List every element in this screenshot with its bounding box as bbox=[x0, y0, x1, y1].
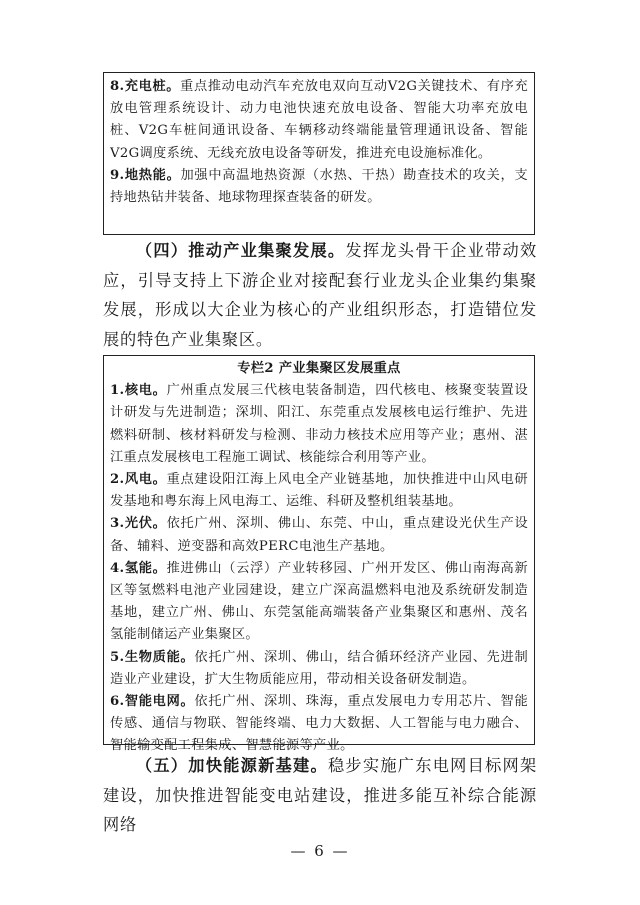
box-item-text: 重点建设阳江海上风电全产业链基地，加快推进中山风电研发基地和粤东海上风电海工、运维、科研及整机组装基地。 bbox=[110, 472, 528, 510]
paragraph-industry-cluster bbox=[103, 236, 537, 354]
box-item-wind bbox=[110, 469, 528, 513]
box-item-charging-pile bbox=[110, 76, 528, 165]
column-box-cluster-focus bbox=[103, 355, 535, 754]
box-item-title: 1.核电。 bbox=[110, 383, 167, 399]
column-box-charging-geothermal bbox=[103, 72, 535, 235]
box-item-title: 3.光伏。 bbox=[110, 516, 167, 532]
page-number: — 6 — bbox=[290, 842, 350, 860]
box-item-text: 重点推动电动汽车充放电双向互动V2G关键技术、有序充放电管理系统设计、动力电池快速充放电设备、智能大功率充放电桩、V2G车桩间通讯设备、车辆移动终端能量管理通讯设备、智能V2G调度系统、无线充放电设备等研发，推进充电设施标准化。 bbox=[110, 79, 528, 161]
box-item-nuclear bbox=[110, 380, 528, 469]
paragraph-heading: （五）加快能源新基建。 bbox=[135, 756, 328, 775]
box-item-title: 8.充电桩。 bbox=[110, 79, 181, 94]
box-item-title: 5.生物质能。 bbox=[110, 649, 195, 665]
box-item-title: 2.风电。 bbox=[110, 472, 167, 488]
box-item-biomass bbox=[110, 647, 528, 691]
box-item-text: 依托广州、深圳、珠海，重点发展电力专用芯片、智能传感、通信与物联、智能终端、电力大数据、人工智能与电力融合、智能输变配工程集成、智慧能源等产业。 bbox=[110, 694, 528, 754]
box-item-title: 6.智能电网。 bbox=[110, 694, 195, 710]
box-item-text: 广州重点发展三代核电装备制造，四代核电、核聚变装置设计研发与先进制造；深圳、阳江、东莞重点发展核电运行维护、先进燃料研制、核材料研发与检测、非动力核技术应用等产业；惠州、湛江重点发展核电工程施工调试、核能综合利用等产业。 bbox=[110, 383, 528, 465]
paragraph-heading: （四）推动产业集聚发展。 bbox=[135, 241, 346, 260]
box-item-text: 推进佛山（云浮）产业转移园、广州开发区、佛山南海高新区等氢燃料电池产业园建设，建立广深高温燃料电池及系统研发制造基地，建立广州、佛山、东莞氢能高端装备产业集聚区和惠州、茂名氢能制储运产业集聚区。 bbox=[110, 560, 528, 643]
paragraph-text: 发挥龙头骨干企业带动效应，引导支持上下游企业对接配套行业龙头企业集约集聚发展，形成以大企业为核心的产业组织形态，打造错位发展的特色产业集聚区。 bbox=[103, 241, 537, 349]
box-item-geothermal bbox=[110, 165, 528, 209]
box-item-smart-grid bbox=[110, 691, 528, 758]
box-item-text: 依托广州、深圳、佛山，结合循环经济产业园、先进制造业产业建设，扩大生物质能应用，带动相关设备研发制造。 bbox=[110, 649, 528, 687]
box-item-title: 9.地热能。 bbox=[110, 167, 181, 183]
box-item-title: 4.氢能。 bbox=[110, 560, 167, 576]
box-item-solar bbox=[110, 513, 528, 557]
column-title: 专栏2 产业集聚区发展重点 bbox=[237, 361, 401, 376]
paragraph-new-infrastructure bbox=[103, 751, 537, 840]
box-item-text: 加强中高温地热资源（水热、干热）勘查技术的攻关，支持地热钻井装备、地球物理探查装备的研发。 bbox=[110, 167, 529, 206]
box-item-text: 依托广州、深圳、佛山、东莞、中山，重点建设光伏生产设备、辅料、逆变器和高效PERC电池生产基地。 bbox=[110, 516, 528, 554]
paragraph-text: 稳步实施广东电网目标网架建设，加快推进智能变电站建设，推进多能互补综合能源网络 bbox=[103, 756, 537, 835]
box-item-hydrogen bbox=[110, 558, 528, 647]
